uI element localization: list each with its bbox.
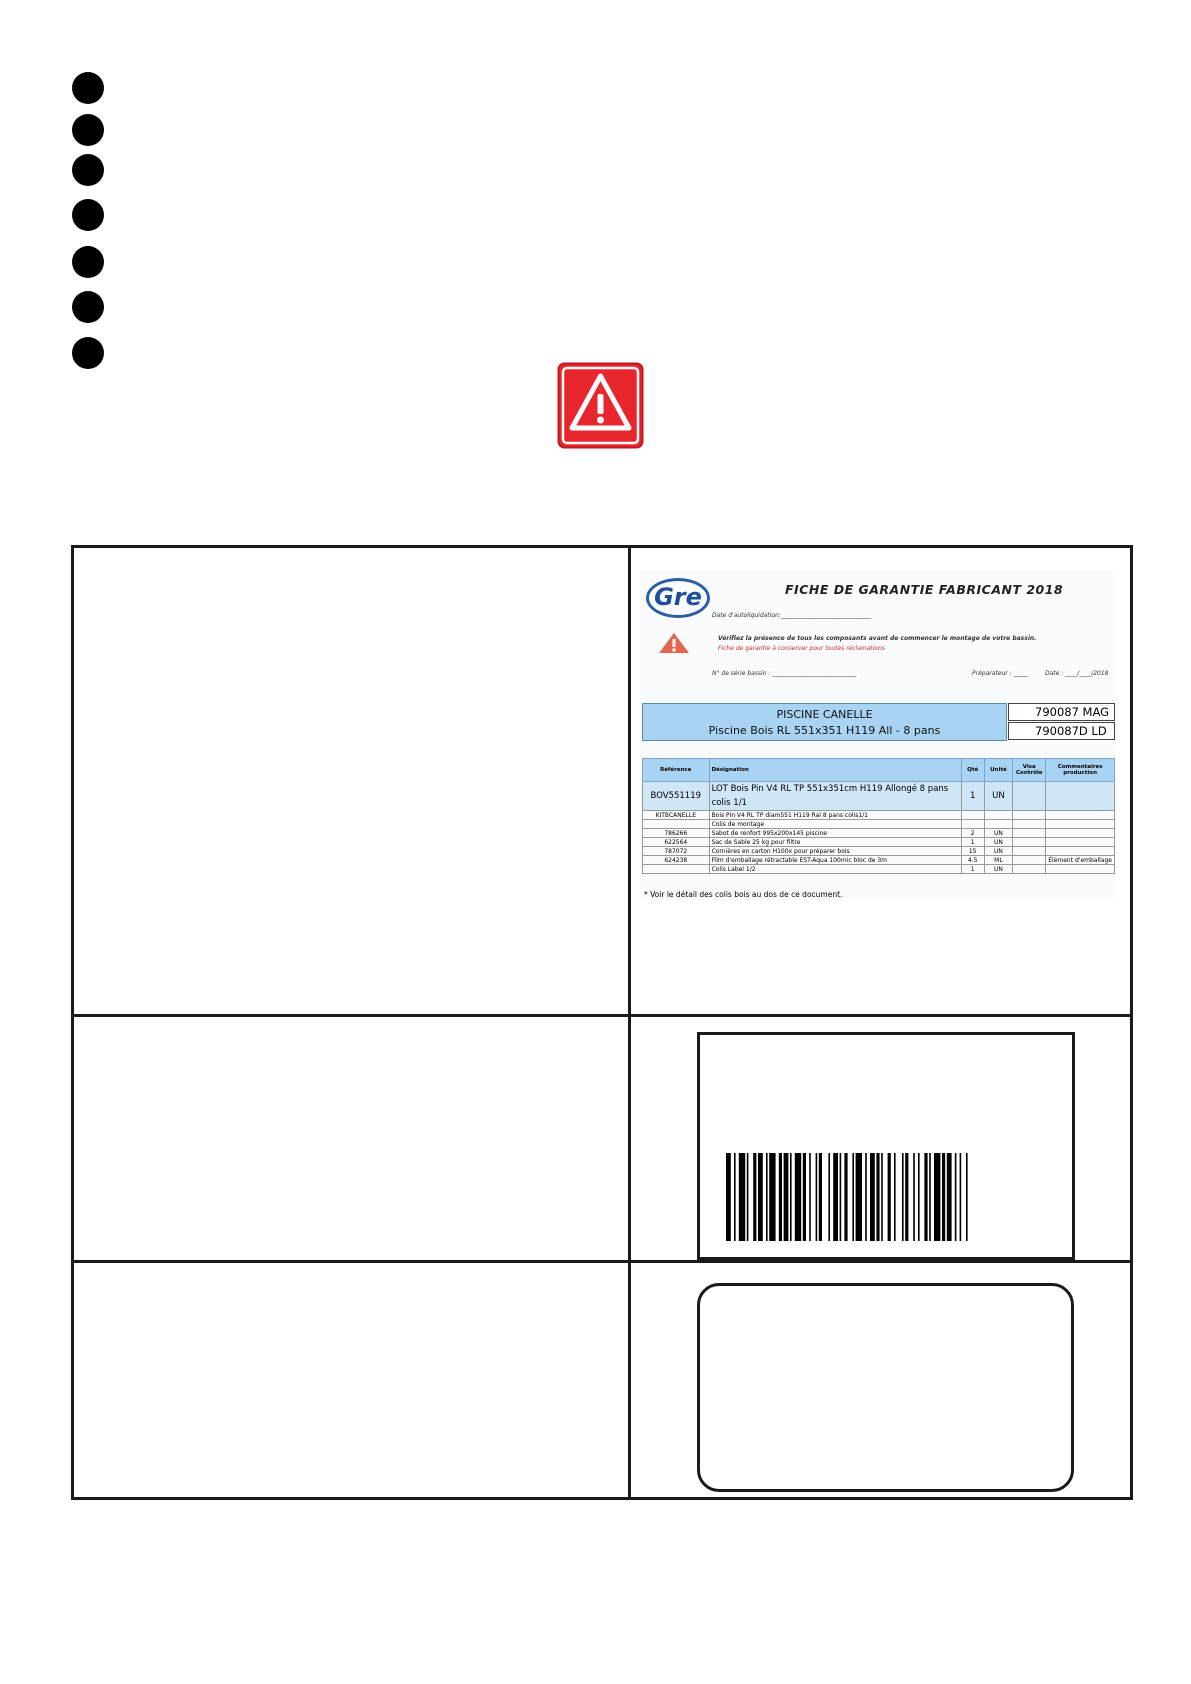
col-header: Désignation <box>709 759 961 782</box>
barcode-bar <box>739 1153 745 1241</box>
bullet-2 <box>72 114 104 146</box>
table-row <box>643 847 1115 856</box>
warning-small-icon <box>658 632 690 654</box>
cell-unit <box>984 811 1013 820</box>
sheet-check-text: Vérifiez la présence de tous les composants avant de commencer le montage de votre bassin. <box>718 635 1037 642</box>
barcode <box>726 1153 991 1241</box>
cell-ref <box>643 865 710 874</box>
barcode-bar <box>865 1153 867 1241</box>
sheet-date-label: Date d'autoliquidation:______________________________ <box>712 612 871 619</box>
cell-des: Colis de montage <box>709 820 961 829</box>
product-line-1: PISCINE CANELLE <box>776 708 873 721</box>
product-codes <box>1008 703 1115 741</box>
table-row <box>643 838 1115 847</box>
cell-visa <box>1013 847 1046 856</box>
product-code-2 <box>1008 722 1115 740</box>
cell-qty <box>961 820 984 829</box>
barcode-bar <box>960 1153 962 1241</box>
cell-comment <box>1046 829 1115 838</box>
cell-comment <box>1046 820 1115 829</box>
barcode-bar <box>856 1153 862 1241</box>
barcode-bar <box>913 1153 915 1241</box>
cell-ref <box>643 820 710 829</box>
cell-des: Sac de Sable 25 kg pour filtre <box>709 838 961 847</box>
barcode-bar <box>947 1153 952 1241</box>
cell-ref: 787072 <box>643 847 710 856</box>
barcode-bar <box>726 1153 731 1241</box>
cell-unit: UN <box>984 847 1013 856</box>
code-2-text: 790087D LD <box>1035 724 1107 738</box>
sheet-footnote: * Voir le détail des colis bois au dos de ce document. <box>644 890 843 899</box>
cell-des: LOT Bois Pin V4 RL TP 551x351cm H119 Allongé 8 pans colis 1/1 <box>709 782 961 811</box>
barcode-bar <box>769 1153 775 1241</box>
cell-visa <box>1013 820 1046 829</box>
table-divider-row1 <box>71 1014 1133 1017</box>
product-line-2: Piscine Bois RL 551x351 H119 All - 8 pans <box>708 724 941 737</box>
cell-des: Cornières en carton H100x pour préparer bois <box>709 847 961 856</box>
barcode-bar <box>934 1153 940 1241</box>
cell-visa <box>1013 838 1046 847</box>
barcode-bar <box>929 1153 931 1241</box>
barcode-bar <box>809 1153 811 1241</box>
warning-icon <box>557 362 644 449</box>
table-row <box>643 820 1115 829</box>
barcode-bar <box>852 1153 854 1241</box>
cell-des: Bois Pin V4 RL TP diam551 H119 Ral 8 pans colis1/1 <box>709 811 961 820</box>
barcode-bar <box>747 1153 749 1241</box>
code-1-text: 790087 MAG <box>1035 705 1110 719</box>
barcode-bar <box>766 1153 768 1241</box>
sheet-keep-text: Fiche de garantie à conserver pour toutes réclamations <box>718 645 886 652</box>
cell-comment <box>1046 865 1115 874</box>
col-header: Visa Contrôle <box>1013 759 1046 782</box>
cell-unit <box>984 820 1013 829</box>
table-divider-row2 <box>71 1260 1133 1263</box>
sheet-preparer-label: Préparateur : _____ <box>972 670 1029 677</box>
cell-ref: BOV551119 <box>643 782 710 811</box>
table-row <box>643 865 1115 874</box>
barcode-bar <box>881 1153 883 1241</box>
barcode-bar <box>844 1153 847 1241</box>
col-header: Unité <box>984 759 1013 782</box>
table-divider-vertical <box>628 545 631 1500</box>
col-header: Référence <box>643 759 710 782</box>
cell-des: Colis Label 1/2 <box>709 865 961 874</box>
barcode-bar <box>734 1153 736 1241</box>
cell-comment <box>1046 838 1115 847</box>
product-band <box>642 703 1007 741</box>
cell-ref: 622564 <box>643 838 710 847</box>
cell-comment <box>1046 847 1115 856</box>
cell-qty: 1 <box>961 865 984 874</box>
col-header: Qté <box>961 759 984 782</box>
cell-unit: ML <box>984 856 1013 865</box>
table-row <box>643 782 1115 811</box>
sheet-serial-label: N° de série bassin : ____________________________ <box>712 670 857 677</box>
col-header: Commentaires production <box>1046 759 1115 782</box>
table-row <box>643 856 1115 865</box>
bullet-1 <box>72 72 104 104</box>
barcode-bar <box>819 1153 822 1241</box>
bullet-7 <box>72 337 104 369</box>
cell-qty: 15 <box>961 847 984 856</box>
cell-visa <box>1013 782 1046 811</box>
product-code-1 <box>1008 703 1115 721</box>
cell-unit: UN <box>984 782 1013 811</box>
barcode-bar <box>918 1153 920 1241</box>
barcode-bar <box>894 1153 896 1241</box>
cell-unit: UN <box>984 865 1013 874</box>
barcode-bar <box>902 1153 904 1241</box>
bullet-3 <box>72 154 104 186</box>
barcode-bar <box>955 1153 957 1241</box>
sheet-date-sign-label: Date : ____/____/2018 <box>1045 670 1109 677</box>
cell-ref: KITBCANELLE <box>643 811 710 820</box>
components-table <box>642 758 1115 874</box>
barcode-bar <box>905 1153 908 1241</box>
barcode-bar <box>828 1153 830 1241</box>
barcode-bar <box>888 1153 891 1241</box>
bullet-5 <box>72 246 104 278</box>
cell-ref: 786266 <box>643 829 710 838</box>
sheet-title: FICHE DE GARANTIE FABRICANT 2018 <box>785 582 1064 597</box>
barcode-bar <box>784 1153 789 1241</box>
cell-qty: 2 <box>961 829 984 838</box>
barcode-bar <box>795 1153 801 1241</box>
barcode-bar <box>816 1153 818 1241</box>
barcode-bar <box>833 1153 838 1241</box>
cell-visa <box>1013 865 1046 874</box>
barcode-bar <box>876 1153 879 1241</box>
cell-comment: Élément d'emballage <box>1046 856 1115 865</box>
barcode-bar <box>966 1153 968 1241</box>
cell-qty: 4.5 <box>961 856 984 865</box>
cell-unit: UN <box>984 829 1013 838</box>
gre-logo: Gre <box>646 578 710 618</box>
bullet-6 <box>72 291 104 323</box>
cell-qty: 1 <box>961 838 984 847</box>
cell-qty <box>961 811 984 820</box>
table-row <box>643 829 1115 838</box>
cell-visa <box>1013 829 1046 838</box>
cell-visa <box>1013 811 1046 820</box>
warranty-sheet-image <box>640 570 1115 900</box>
barcode-bar <box>753 1153 756 1241</box>
cell-des: Film d'emballage rétractable EST-Aqua 100mic bloc de 3m <box>709 856 961 865</box>
cell-comment <box>1046 782 1115 811</box>
cell-ref: 624238 <box>643 856 710 865</box>
cell-visa <box>1013 856 1046 865</box>
cell-qty: 1 <box>961 782 984 811</box>
barcode-bar <box>840 1153 842 1241</box>
barcode-bar <box>803 1153 806 1241</box>
table-row <box>643 811 1115 820</box>
cell-des: Sabot de renfort 995x200x145 piscine <box>709 829 961 838</box>
blank-label <box>697 1283 1074 1492</box>
cell-comment <box>1046 811 1115 820</box>
cell-unit: UN <box>984 838 1013 847</box>
bullet-4 <box>72 199 104 231</box>
barcode-bar <box>942 1153 945 1241</box>
barcode-bar <box>924 1153 927 1241</box>
barcode-bar <box>790 1153 792 1241</box>
barcode-bar <box>779 1153 782 1241</box>
barcode-bar <box>758 1153 763 1241</box>
barcode-bar <box>870 1153 875 1241</box>
